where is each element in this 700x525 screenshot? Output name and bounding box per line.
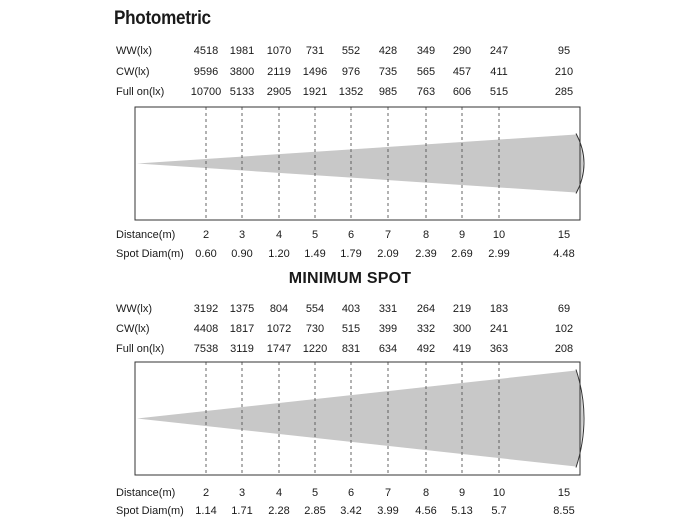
cw-lux-row-value: 9596 bbox=[193, 66, 219, 78]
spot-diameter-row-value: 4.56 bbox=[415, 505, 437, 517]
cw-lux-row-value: 411 bbox=[490, 66, 508, 78]
ww-lux-row-value: 247 bbox=[489, 45, 509, 57]
cw-lux-row-value: 565 bbox=[416, 66, 436, 78]
spot-diameter-row-value: 1.79 bbox=[340, 248, 362, 260]
full-on-lux-row-value: 3119 bbox=[230, 343, 254, 355]
cw-lux-row-value: 241 bbox=[489, 323, 509, 335]
full-on-lux-row-value: 985 bbox=[378, 86, 398, 98]
ww-lux-row-label: WW(lx) bbox=[116, 303, 153, 315]
full-on-lux-row-value: 515 bbox=[489, 86, 509, 98]
section-heading-minimum-spot: MINIMUM SPOT bbox=[288, 270, 412, 287]
cw-lux-row-value: 976 bbox=[341, 66, 361, 78]
spot-diameter-row-value: 3.99 bbox=[377, 505, 399, 517]
page-title: Photometric bbox=[114, 8, 211, 29]
cw-lux-row-value: 332 bbox=[416, 323, 436, 335]
distance-row-value: 15 bbox=[557, 229, 571, 241]
full-on-lux-row-value: 1220 bbox=[302, 343, 328, 355]
distance-row-value: 6 bbox=[347, 487, 355, 499]
ww-lux-row-value: 69 bbox=[557, 303, 571, 315]
distance-row-value: 9 bbox=[458, 229, 466, 241]
ww-lux-row-value: 219 bbox=[452, 303, 472, 315]
spot-diameter-row-value: 1.49 bbox=[304, 248, 326, 260]
ww-lux-row-label: WW(lx) bbox=[116, 45, 153, 57]
full-on-lux-row-label: Full on(lx) bbox=[116, 86, 165, 98]
spot-diameter-row-value: 2.99 bbox=[488, 248, 510, 260]
spot-diameter-row-value: 5.13 bbox=[451, 505, 473, 517]
beam-spread-diagram bbox=[0, 360, 700, 477]
distance-row-value: 7 bbox=[384, 229, 392, 241]
spot-diameter-row-value: 1.71 bbox=[231, 505, 253, 517]
full-on-lux-row-value: 763 bbox=[416, 86, 436, 98]
distance-row-value: 5 bbox=[311, 487, 319, 499]
spot-diameter-row-value: 2.39 bbox=[415, 248, 437, 260]
ww-lux-row-value: 1981 bbox=[229, 45, 255, 57]
cw-lux-row-value: 1072 bbox=[266, 323, 292, 335]
spot-diameter-row-value: 8.55 bbox=[553, 505, 575, 517]
distance-row-value: 10 bbox=[492, 229, 506, 241]
ww-lux-row-value: 331 bbox=[378, 303, 398, 315]
full-on-lux-row-value: 7538 bbox=[193, 343, 219, 355]
cw-lux-row-value: 515 bbox=[341, 323, 361, 335]
full-on-lux-row-value: 606 bbox=[452, 86, 472, 98]
spot-diameter-row-value: 5.7 bbox=[491, 505, 507, 517]
distance-row-value: 4 bbox=[275, 229, 283, 241]
full-on-lux-row-value: 5133 bbox=[229, 86, 255, 98]
ww-lux-row-value: 183 bbox=[489, 303, 509, 315]
full-on-lux-row-value: 208 bbox=[554, 343, 574, 355]
spot-diameter-row-value: 2.85 bbox=[304, 505, 326, 517]
ww-lux-row-value: 428 bbox=[378, 45, 398, 57]
distance-row-value: 3 bbox=[238, 487, 246, 499]
ww-lux-row-value: 731 bbox=[305, 45, 325, 57]
distance-row-value: 7 bbox=[384, 487, 392, 499]
full-on-lux-row-value: 10700 bbox=[190, 86, 222, 98]
beam-spread-diagram bbox=[0, 105, 700, 222]
ww-lux-row-value: 95 bbox=[557, 45, 571, 57]
full-on-lux-row-value: 1352 bbox=[338, 86, 364, 98]
distance-row-value: 9 bbox=[458, 487, 466, 499]
cw-lux-row-value: 210 bbox=[554, 66, 574, 78]
distance-row-value: 8 bbox=[422, 487, 430, 499]
light-beam-cone bbox=[137, 371, 583, 467]
ww-lux-row-value: 804 bbox=[269, 303, 289, 315]
distance-row-value: 10 bbox=[492, 487, 506, 499]
full-on-lux-row-value: 2905 bbox=[266, 86, 292, 98]
ww-lux-row-value: 290 bbox=[452, 45, 472, 57]
distance-row-value: 5 bbox=[311, 229, 319, 241]
cw-lux-row-value: 102 bbox=[554, 323, 574, 335]
cw-lux-row-label: CW(lx) bbox=[116, 323, 150, 335]
spot-diameter-row-value: 0.90 bbox=[231, 248, 253, 260]
full-on-lux-row-value: 1921 bbox=[302, 86, 328, 98]
ww-lux-row-value: 3192 bbox=[193, 303, 219, 315]
light-beam-cone bbox=[137, 135, 583, 193]
ww-lux-row-value: 349 bbox=[416, 45, 436, 57]
distance-row-label: Distance(m) bbox=[116, 229, 176, 241]
cw-lux-row-value: 3800 bbox=[229, 66, 255, 78]
spot-diameter-row-value: 0.60 bbox=[195, 248, 217, 260]
cw-lux-row-value: 300 bbox=[452, 323, 472, 335]
spot-diameter-row-value: 2.69 bbox=[451, 248, 473, 260]
cw-lux-row-value: 1817 bbox=[229, 323, 255, 335]
spot-diameter-row-value: 3.42 bbox=[340, 505, 362, 517]
full-on-lux-row-value: 831 bbox=[341, 343, 361, 355]
spot-diameter-row-value: 1.20 bbox=[268, 248, 290, 260]
ww-lux-row-value: 554 bbox=[305, 303, 325, 315]
ww-lux-row-value: 264 bbox=[416, 303, 436, 315]
full-on-lux-row-value: 419 bbox=[452, 343, 472, 355]
distance-row-value: 3 bbox=[238, 229, 246, 241]
cw-lux-row-label: CW(lx) bbox=[116, 66, 150, 78]
cw-lux-row-value: 457 bbox=[452, 66, 472, 78]
ww-lux-row-value: 4518 bbox=[193, 45, 219, 57]
full-on-lux-row-value: 285 bbox=[554, 86, 574, 98]
cw-lux-row-value: 2119 bbox=[267, 66, 291, 78]
full-on-lux-row-value: 634 bbox=[378, 343, 398, 355]
spot-diameter-row-label: Spot Diam(m) bbox=[116, 505, 184, 517]
full-on-lux-row-value: 363 bbox=[489, 343, 509, 355]
spot-diameter-row-value: 2.09 bbox=[377, 248, 399, 260]
spot-diameter-row-value: 2.28 bbox=[268, 505, 290, 517]
cw-lux-row-value: 4408 bbox=[193, 323, 219, 335]
distance-row-label: Distance(m) bbox=[116, 487, 176, 499]
full-on-lux-row-value: 1747 bbox=[266, 343, 292, 355]
cw-lux-row-value: 735 bbox=[378, 66, 398, 78]
ww-lux-row-value: 1375 bbox=[229, 303, 255, 315]
spot-diameter-row-label: Spot Diam(m) bbox=[116, 248, 184, 260]
distance-row-value: 4 bbox=[275, 487, 283, 499]
full-on-lux-row-label: Full on(lx) bbox=[116, 343, 165, 355]
ww-lux-row-value: 1070 bbox=[266, 45, 292, 57]
spot-diameter-row-value: 1.14 bbox=[195, 505, 217, 517]
distance-row-value: 15 bbox=[557, 487, 571, 499]
ww-lux-row-value: 552 bbox=[341, 45, 361, 57]
distance-row-value: 8 bbox=[422, 229, 430, 241]
cw-lux-row-value: 399 bbox=[378, 323, 398, 335]
cw-lux-row-value: 730 bbox=[305, 323, 325, 335]
distance-row-value: 2 bbox=[202, 229, 210, 241]
cw-lux-row-value: 1496 bbox=[302, 66, 328, 78]
distance-row-value: 6 bbox=[347, 229, 355, 241]
full-on-lux-row-value: 492 bbox=[416, 343, 436, 355]
ww-lux-row-value: 403 bbox=[341, 303, 361, 315]
spot-diameter-row-value: 4.48 bbox=[553, 248, 575, 260]
distance-row-value: 2 bbox=[202, 487, 210, 499]
